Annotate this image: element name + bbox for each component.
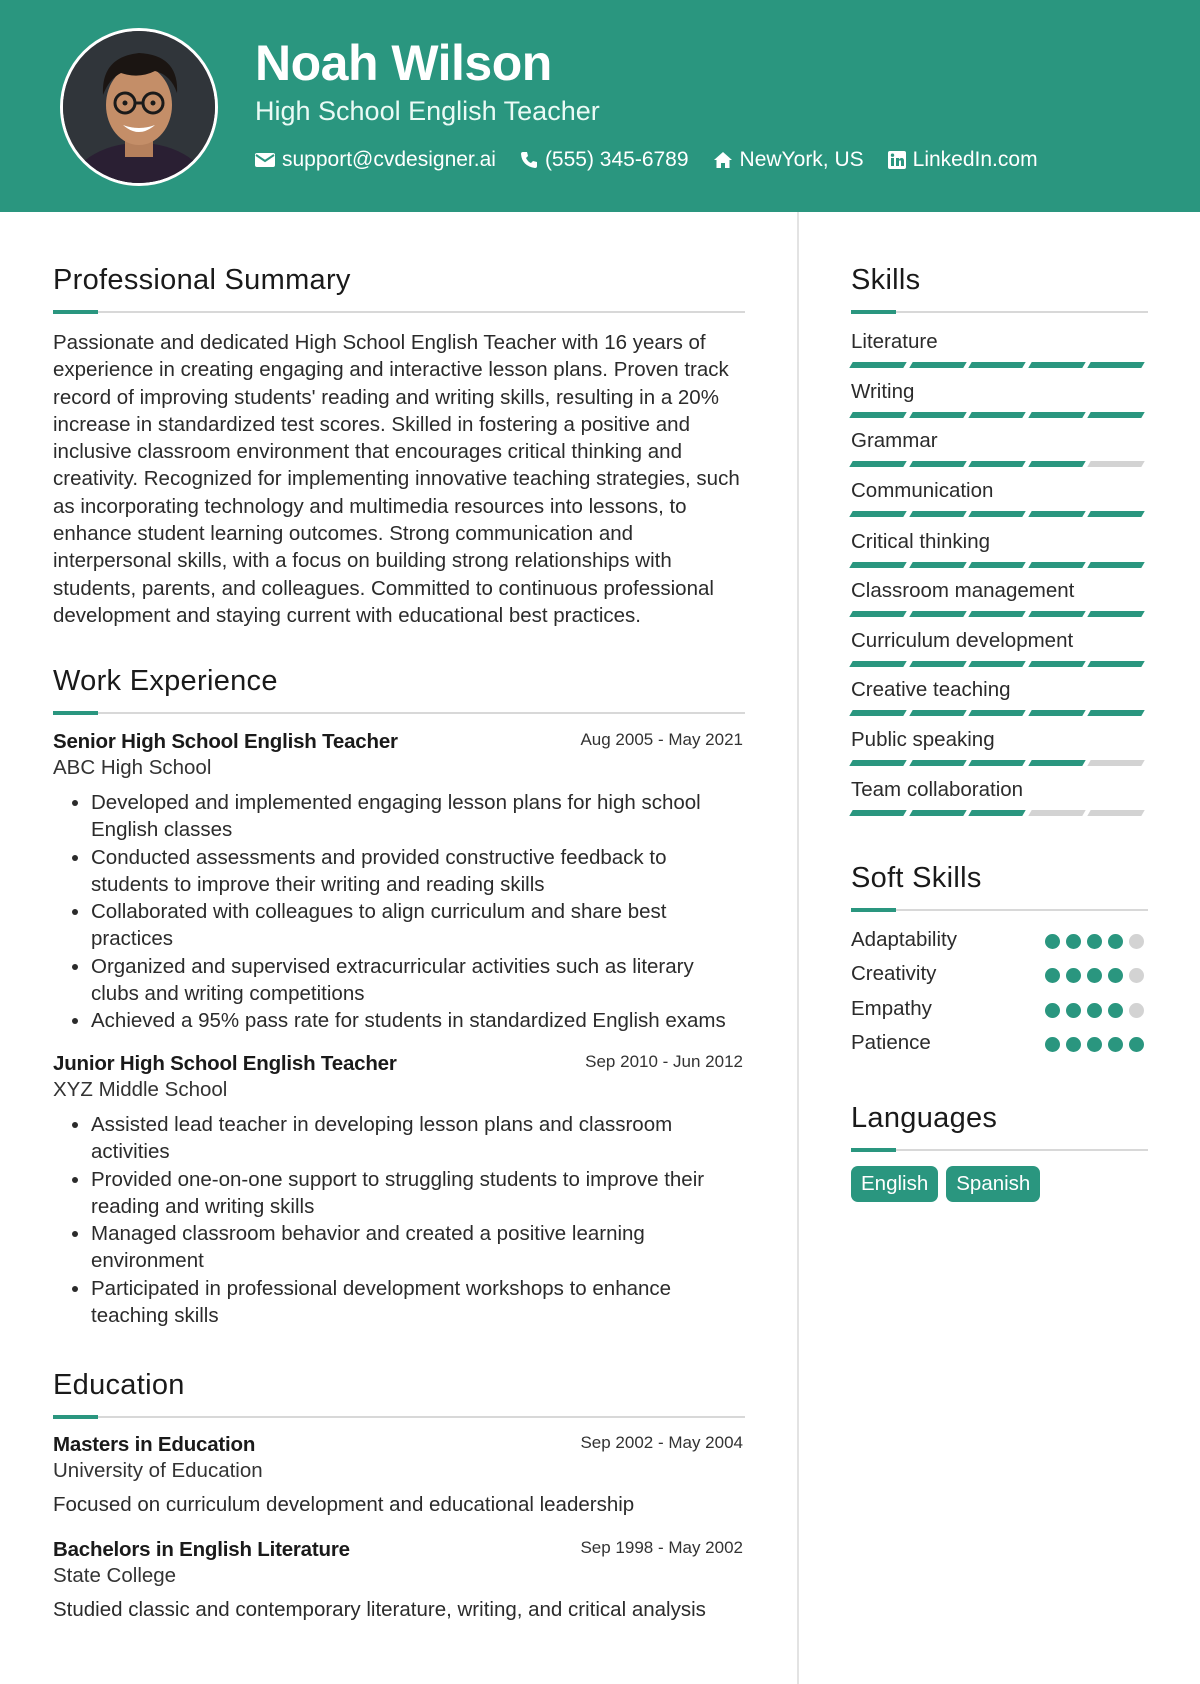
job-entry [53,730,743,1035]
soft-skill-dot [1108,934,1123,949]
soft-skill-dot [1066,968,1081,983]
skill-level-segment [909,760,966,766]
skill-level-segment [968,362,1025,368]
skill-level-segment [1028,710,1085,716]
skill-item [851,778,1147,802]
skill-level-segment [909,362,966,368]
skill-level-segment [968,461,1025,467]
job-entry-title: Junior High School English Teacher [53,1052,397,1075]
education-school: University of Education [53,1459,263,1482]
skill-level-segment [909,562,966,568]
summary-text: Passionate and dedicated High School English Teacher with 16 years of experience in creating engaging and interactive lesson plans. Proven track record of improving students' reading and writing skills, resulting in a 20% increase in standardized test scores. Skilled in fostering a positive and inclusive classroom environment that encourages critical thinking and creativity. Recognized for implementing innovative teaching strategies, such as incorporating technology and multimedia resources into lessons, to enhance student learning outcomes. Strong communication and interpersonal skills, with a focus on building strong relationships with students, parents, and colleagues. Committed to continuous professional development and staying current with educational best practices. [53,331,740,627]
contact-linkedin[interactable] [888,148,1038,172]
job-bullets [53,1111,743,1329]
section-rule [53,1416,745,1418]
skill-item [851,429,1147,453]
skills-heading [851,264,920,297]
skill-level-segment [909,412,966,418]
skill-level-segment [1087,461,1144,467]
section-rule-accent [53,310,98,314]
skill-name: Grammar [851,429,938,452]
skill-level-segment [1028,562,1085,568]
language-tag: Spanish [946,1166,1040,1202]
job-bullet: • Developed and implemented engaging lesson plans for high school English classes [91,789,743,843]
skill-name: Communication [851,479,994,502]
skill-name: Team collaboration [851,778,1024,801]
skill-name: Curriculum development [851,629,1074,652]
skill-level-segment [909,810,966,816]
skill-level-segment [849,362,906,368]
skill-level-segment [968,511,1025,517]
skill-level-segment [1028,661,1085,667]
skill-level-segment [849,710,906,716]
education-entry [53,1433,743,1517]
skill-level-segment [968,611,1025,617]
skill-level-segment [1028,362,1085,368]
education-degree: Masters in Education [53,1433,256,1456]
skill-level-segment [849,511,906,517]
soft-skill-dot [1108,1037,1123,1052]
section-rule-accent [851,1148,896,1152]
skill-level-segment [849,611,906,617]
job-entry-org: ABC High School [53,756,212,779]
contact-linkedin-text: LinkedIn.com [912,148,1038,171]
skill-item [851,579,1147,603]
skill-level-segment [1087,562,1144,568]
soft-skill-dot [1108,1003,1123,1018]
soft-skill-rating [1045,1037,1150,1052]
education-heading [53,1369,185,1402]
resume-header [0,0,1200,212]
skill-level-segment [968,661,1025,667]
soft-skill-item [851,928,1151,962]
skill-level-bar [851,760,1149,766]
skill-level-segment [1087,710,1144,716]
skill-level-segment [1028,810,1085,816]
contact-phone-text: (555) 345-6789 [544,148,689,171]
section-rule-accent [53,1415,98,1419]
skill-level-segment [1087,511,1144,517]
soft-skill-dot [1129,1037,1144,1052]
job-entry-date: Aug 2005 - May 2021 [580,730,743,749]
section-rule [53,712,745,714]
language-list [851,1166,1048,1202]
skill-item [851,380,1147,404]
candidate-name: Noah Wilson [255,35,552,91]
skill-level-bar [851,661,1149,667]
soft-skill-dot [1087,934,1102,949]
job-entry-title: Senior High School English Teacher [53,730,398,753]
skill-level-segment [968,562,1025,568]
skill-level-segment [1028,461,1085,467]
contact-email-text: support@cvdesigner.ai [282,148,496,171]
job-entry [53,1052,743,1329]
skill-level-segment [849,760,906,766]
section-rule-accent [851,908,896,912]
skill-level-segment [909,661,966,667]
education-heading-text: Education [53,1369,185,1401]
skill-level-segment [1087,760,1144,766]
section-rule-accent [53,711,98,715]
education-date: Sep 1998 - May 2002 [580,1538,743,1557]
skill-level-segment [909,461,966,467]
soft-skill-dot [1129,934,1144,949]
soft-skill-rating [1045,968,1150,983]
soft-skill-dot [1066,1003,1081,1018]
education-degree: Bachelors in English Literature [53,1538,350,1561]
job-entry-date: Sep 2010 - Jun 2012 [585,1052,743,1071]
skill-level-segment [968,760,1025,766]
skill-level-bar [851,461,1149,467]
soft-skill-dot [1108,968,1123,983]
skill-level-segment [1087,810,1144,816]
job-bullets [53,789,743,1034]
skill-level-segment [909,710,966,716]
skill-level-segment [909,511,966,517]
job-bullet: • Conducted assessments and provided constructive feedback to students to improve their writing and reading skills [91,844,743,898]
skill-level-bar [851,562,1149,568]
skill-level-segment [968,710,1025,716]
education-desc: Studied classic and contemporary literature, writing, and critical analysis [53,1598,706,1621]
profile-photo [63,31,215,183]
soft-skill-dot [1087,1037,1102,1052]
skill-item [851,629,1147,653]
soft-skill-dot [1129,1003,1144,1018]
skill-name: Literature [851,330,938,353]
job-bullet: • Collaborated with colleagues to align curriculum and share best practices [91,898,743,952]
contact-list [255,145,1062,175]
job-bullet: • Managed classroom behavior and created a positive learning environment [91,1220,743,1274]
avatar [60,28,218,186]
experience-heading [53,665,278,698]
skill-level-segment [1028,511,1085,517]
skill-level-segment [1087,412,1144,418]
soft-skill-dot [1045,1037,1060,1052]
skill-level-segment [1028,760,1085,766]
skill-name: Creative teaching [851,678,1011,701]
skill-name: Classroom management [851,579,1075,602]
section-rule-accent [851,310,896,314]
soft-skill-dot [1087,1003,1102,1018]
skill-item [851,678,1147,702]
home-icon [713,151,733,169]
skill-level-segment [1087,661,1144,667]
skill-name: Writing [851,380,915,403]
skill-level-segment [968,412,1025,418]
section-rule [53,311,745,313]
soft-skill-dot [1066,1037,1081,1052]
soft-skill-dot [1045,968,1060,983]
soft-skill-name: Adaptability [851,928,957,951]
column-divider [797,212,799,1684]
skills-heading-text: Skills [851,264,921,296]
soft-skill-rating [1045,934,1150,949]
soft-skill-name: Patience [851,1031,931,1054]
skill-item [851,530,1147,554]
experience-heading-text: Work Experience [53,665,278,697]
phone-icon [520,151,538,169]
job-bullet: • Provided one-on-one support to struggling students to improve their reading and writing skills [91,1166,743,1220]
skill-level-segment [1028,412,1085,418]
skill-name: Public speaking [851,728,995,751]
job-bullet: • Organized and supervised extracurricular activities such as literary clubs and writing competitions [91,953,743,1007]
job-bullet: • Assisted lead teacher in developing lesson plans and classroom activities [91,1111,743,1165]
soft-skill-item [851,1031,1151,1065]
soft-skill-dot [1066,934,1081,949]
job-bullet: • Participated in professional development workshops to enhance teaching skills [91,1275,743,1329]
soft-skill-dot [1129,968,1144,983]
skill-level-segment [968,810,1025,816]
envelope-icon [255,152,275,168]
soft-skill-name: Creativity [851,962,937,985]
skill-level-bar [851,511,1149,517]
skill-level-segment [1087,362,1144,368]
soft-skill-dot [1045,1003,1060,1018]
education-school: State College [53,1564,177,1587]
education-date: Sep 2002 - May 2004 [580,1433,743,1452]
linkedin-icon [888,151,906,169]
education-desc: Focused on curriculum development and educational leadership [53,1493,635,1516]
contact-email[interactable] [255,148,496,172]
job-entry-org: XYZ Middle School [53,1078,228,1101]
job-bullet: • Achieved a 95% pass rate for students in standardized English exams [91,1007,743,1034]
soft-skill-item [851,962,1151,996]
skill-item [851,330,1147,354]
skill-item [851,479,1147,503]
skill-level-segment [909,611,966,617]
skill-item [851,728,1147,752]
skill-level-bar [851,810,1149,816]
summary-heading [53,264,351,297]
skill-level-segment [849,461,906,467]
soft-skill-dot [1045,934,1060,949]
summary-heading-text: Professional Summary [53,264,351,296]
skill-level-segment [1028,611,1085,617]
skill-level-segment [849,562,906,568]
skill-level-segment [849,810,906,816]
job-title: High School English Teacher [255,96,600,126]
skill-level-bar [851,412,1149,418]
soft-skill-item [851,997,1151,1031]
language-tag: English [851,1166,938,1202]
languages-heading-text: Languages [851,1102,998,1134]
skill-level-bar [851,710,1149,716]
soft-skills-heading-text: Soft Skills [851,862,982,894]
skill-level-segment [1087,611,1144,617]
soft-skill-dot [1087,968,1102,983]
soft-skill-name: Empathy [851,997,932,1020]
contact-phone[interactable] [520,148,689,172]
skill-level-segment [849,661,906,667]
skill-level-bar [851,611,1149,617]
education-entry [53,1538,743,1622]
skill-name: Critical thinking [851,530,990,553]
skill-level-segment [849,412,906,418]
soft-skill-rating [1045,1003,1150,1018]
soft-skills-heading [851,862,982,895]
skill-level-bar [851,362,1149,368]
contact-location [713,148,864,172]
languages-heading [851,1102,997,1135]
contact-location-text: NewYork, US [739,148,864,171]
